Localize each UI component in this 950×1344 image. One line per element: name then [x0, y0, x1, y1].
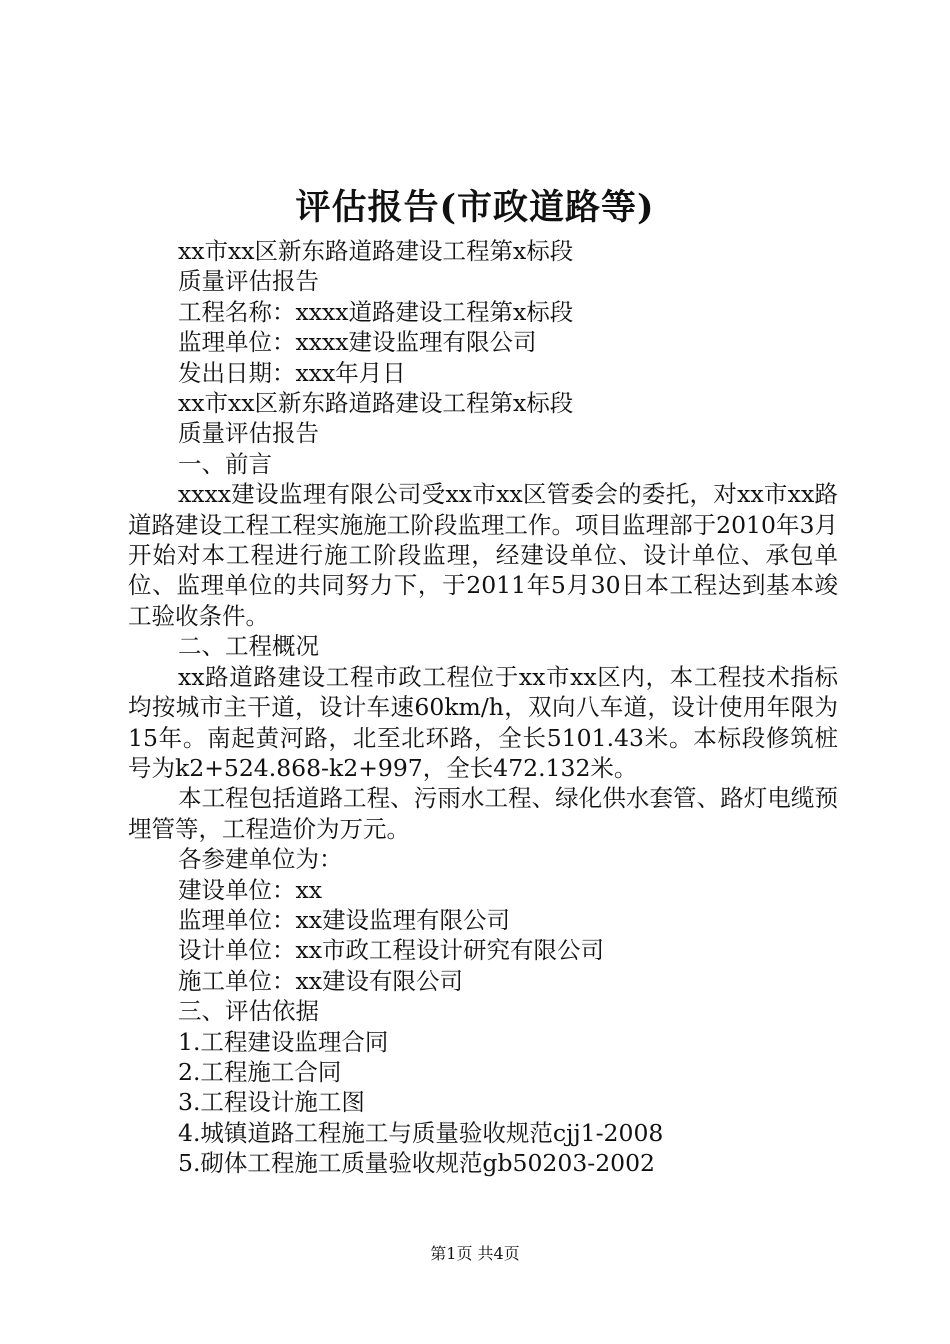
- document-title: 评估报告(市政道路等): [295, 187, 655, 228]
- report-heading-line-repeat: 质量评估报告: [178, 419, 319, 448]
- report-heading-line: 质量评估报告: [178, 267, 319, 296]
- participant-owner: 建设单位：xx: [178, 875, 323, 904]
- basis-item: 2.工程施工合同: [178, 1057, 342, 1086]
- section-heading-overview: 二、工程概况: [178, 632, 319, 661]
- basis-item: 1.工程建设监理合同: [178, 1027, 389, 1056]
- issue-date-line: 发出日期：xxx年月日: [178, 358, 406, 387]
- basis-item: 3.工程设计施工图: [178, 1088, 365, 1117]
- overview-paragraph: xx路道路建设工程市政工程位于xx市xx区内，本工程技术指标均按城市主干道，设计车速60km/h，双向八车道，设计使用年限为15年。南起黄河路，北至北环路，全长5101.43米。本标段修筑桩号为k2+524.868-k2+997，全长472.132米。: [128, 662, 838, 782]
- participant-supervisor: 监理单位：xx建设监理有限公司: [178, 905, 511, 934]
- basis-item: 5.砌体工程施工质量验收规范gb50203-2002: [178, 1149, 656, 1178]
- section-heading-basis: 三、评估依据: [178, 997, 319, 1026]
- project-heading-line: xx市xx区新东路道路建设工程第x标段: [178, 237, 574, 265]
- participant-designer: 设计单位：xx市政工程设计研究有限公司: [178, 936, 605, 965]
- supervisor-line: 监理单位：xxxx建设监理有限公司: [178, 328, 537, 357]
- preface-paragraph: xxxx建设监理有限公司受xx市xx区管委会的委托，对xx市xx路道路建设工程工程实施施工阶段监理工作。项目监理部于2010年3月开始对本工程进行施工阶段监理，经建设单位、设计单位、承包单位、监理单位的共同努力下，于2011年5月30日本工程达到基本竣工验收条件。: [128, 480, 838, 630]
- project-heading-line-repeat: xx市xx区新东路道路建设工程第x标段: [178, 389, 574, 418]
- document-body: [128, 236, 838, 1179]
- basis-item: 4.城镇道路工程施工与质量验收规范cjj1-2008: [178, 1118, 664, 1147]
- participants-intro: 各参建单位为：: [178, 845, 343, 874]
- page-footer: 第1页 共4页: [430, 1244, 520, 1263]
- project-name-line: 工程名称：xxxx道路建设工程第x标段: [178, 297, 574, 326]
- scope-paragraph: 本工程包括道路工程、污雨水工程、绿化供水套管、路灯电缆预埋管等，工程造价为万元。: [128, 784, 838, 843]
- section-heading-preface: 一、前言: [178, 449, 272, 478]
- participant-contractor: 施工单位：xx建设有限公司: [178, 966, 464, 995]
